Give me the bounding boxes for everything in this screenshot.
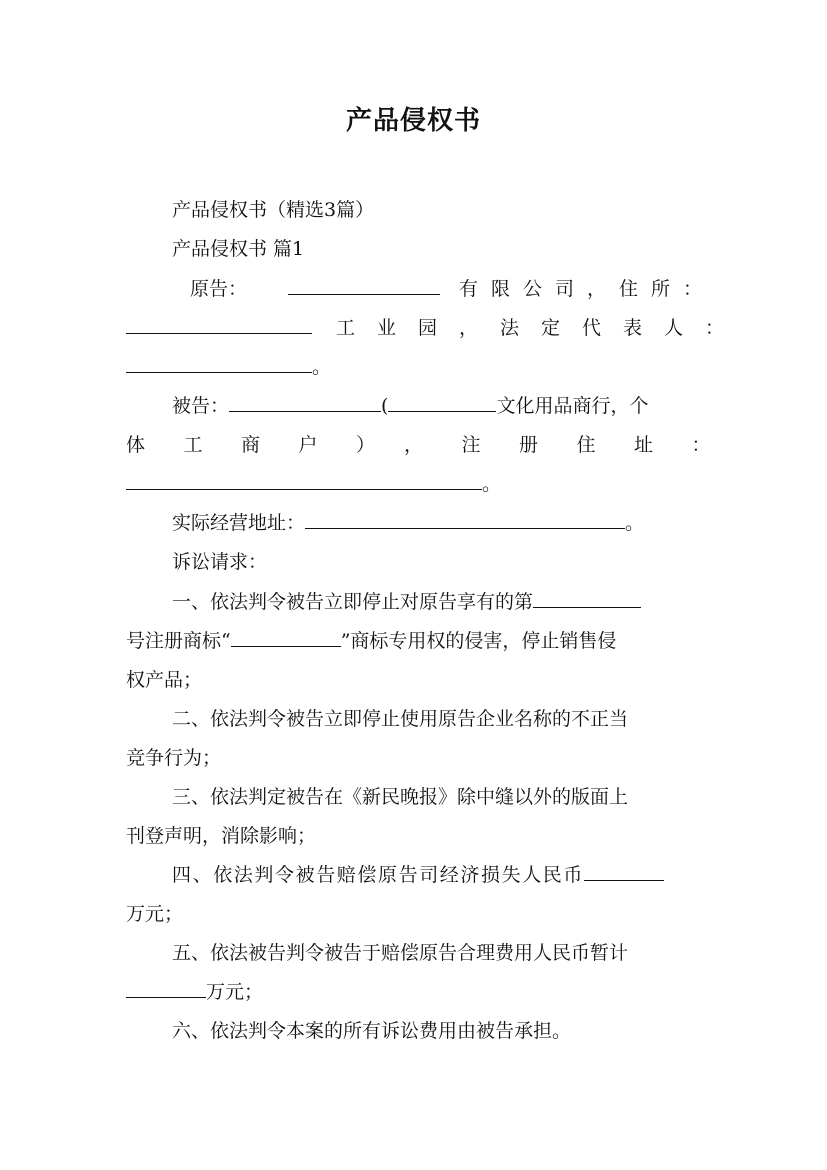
claim-1-line-3: 权产品； (126, 669, 203, 691)
claim-1-text: ”商标专用权的侵害，停止销售侵 (340, 630, 617, 652)
claim-2-line-1: 二、依法判令被告立即停止使用原告企业名称的不正当 (172, 708, 629, 730)
blank-actual-address (305, 509, 625, 529)
claim-4-line-2: 万元； (126, 903, 184, 925)
defendant-label: 被告： (172, 395, 230, 417)
claim-5-line-2 (126, 978, 702, 1006)
defendant-store-type: 文化用品商行，个 (496, 395, 649, 417)
claims-heading: 诉讼请求： (172, 551, 268, 573)
claim-3-line-1: 三、依法判定被告在《新民晚报》除中缝以外的版面上 (172, 786, 629, 808)
claim-3-line-2: 刊登声明，消除影响； (126, 825, 317, 847)
claim-2-line-2: 竞争行为； (126, 747, 222, 769)
defendant-line-3 (126, 470, 702, 498)
defendant-line-1 (172, 392, 702, 420)
blank-fee-amount (126, 978, 206, 998)
claim-6-line-1: 六、依法判令本案的所有诉讼费用由被告承担。 (172, 1020, 572, 1042)
intro-line: 产品侵权书（精选3篇） (172, 199, 375, 221)
blank-loss-amount (584, 861, 664, 881)
chapter-heading: 产品侵权书 篇1 (172, 238, 305, 260)
claim-1-line-2 (126, 627, 702, 655)
defendant-line-2 (126, 431, 750, 459)
page-title: 产品侵权书 (345, 106, 481, 136)
blank-trademark-name (231, 627, 341, 647)
claim-4-text: 四、依法判令被告赔偿原告司经济损失人民币 (172, 864, 585, 886)
plaintiff-line-2 (126, 314, 747, 342)
plaintiff-company-suffix: 有限公司，住所： (458, 278, 715, 300)
defendant-registered-address-label: 体工商户），注册住址： (126, 434, 750, 456)
plaintiff-rep-label: 工业园，法定代表人： (336, 317, 747, 339)
actual-address-line (172, 509, 702, 537)
plaintiff-line-1 (190, 275, 715, 303)
period: 。 (625, 512, 645, 534)
claim-5-line-1: 五、依法被告判令被告于赔偿原告合理费用人民币暂计 (172, 942, 629, 964)
actual-address-label: 实际经营地址： (172, 512, 306, 534)
claim-1-text: 一、依法判令被告立即停止对原告享有的第 (172, 591, 534, 613)
plaintiff-label: 原告： (190, 278, 248, 300)
period: 。 (482, 473, 502, 495)
blank-registered-address (126, 470, 482, 490)
claim-4-line-1 (172, 861, 702, 889)
claim-5-text: 万元； (206, 981, 264, 1003)
claim-1-text: 号注册商标“ (126, 630, 231, 652)
blank-trademark-number (533, 588, 641, 608)
blank-legal-rep (126, 353, 312, 373)
period: 。 (312, 356, 332, 378)
open-paren: ( (381, 395, 389, 417)
blank-plaintiff-name (288, 275, 440, 295)
claim-1-line-1 (172, 588, 702, 616)
blank-store-name (388, 392, 496, 412)
blank-defendant-name (229, 392, 381, 412)
plaintiff-line-3 (126, 353, 702, 381)
blank-industrial-park (126, 314, 312, 334)
